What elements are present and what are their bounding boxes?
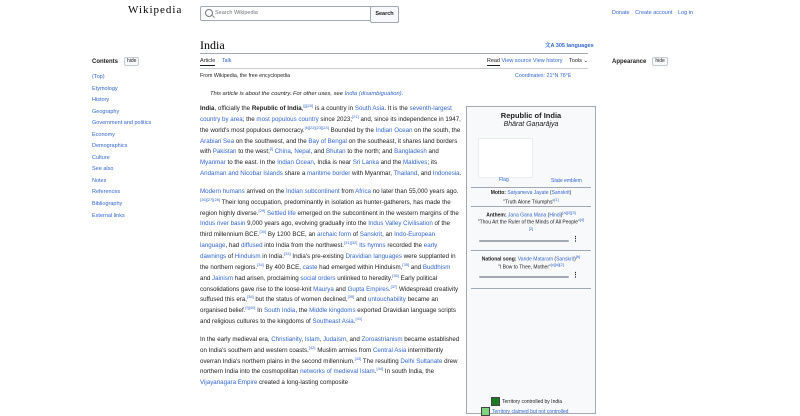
- motto-link[interactable]: Satyameva Jayate: [507, 190, 549, 196]
- table-of-contents: [92, 57, 182, 224]
- appearance-title: Appearance: [612, 58, 647, 65]
- anthem-refs[interactable]: [a][2][3]: [562, 210, 576, 215]
- login-link[interactable]: Log in: [678, 10, 693, 16]
- hatnote-text: This article is about the country. For other uses, see: [210, 91, 345, 97]
- audio-menu-icon[interactable]: ⋮: [572, 272, 579, 279]
- toc-item-government[interactable]: Government and politics: [92, 120, 152, 127]
- national-song-audio-player[interactable]: [477, 272, 583, 280]
- donate-link[interactable]: Donate: [611, 10, 630, 16]
- search-box[interactable]: [200, 6, 372, 21]
- title-divider: [200, 53, 588, 54]
- languages-label: 305 languages: [555, 43, 594, 49]
- anthem-link[interactable]: Jana Gana Mana: [507, 212, 547, 219]
- infobox-divider: [471, 187, 591, 188]
- page-title: India: [200, 38, 225, 52]
- infobox-title: Republic of India: [500, 111, 562, 120]
- anthem-audio-player[interactable]: [477, 236, 583, 244]
- infobox-subtitle: Bhārat Gaṇarājya: [503, 121, 559, 128]
- tab-view-source[interactable]: View source: [501, 58, 532, 64]
- toc-item-see-also[interactable]: See also: [92, 166, 114, 173]
- toc-item-demographics[interactable]: Demographics: [92, 143, 128, 150]
- tab-talk[interactable]: Talk: [221, 58, 232, 64]
- toc-item-top[interactable]: (Top): [92, 74, 105, 80]
- create-account-link[interactable]: Create account: [635, 10, 673, 16]
- site-subtitle: From Wikipedia, the free encyclopedia: [200, 73, 291, 79]
- national-song-link[interactable]: Vande Mataram: [517, 256, 554, 263]
- hatnote-end: .: [401, 91, 404, 97]
- paragraph-2: Modern humans arrived on the Indian subcontinent from Africa no later than 55,000 years ago.[26][27][28] Their long occupation, predominantly in isolation as hunter-gatherers, has made the region highly diverse.[29] Settled life emerged on the subcontinent in the western margins of the Indus river basin 9,000 years ago, evolving gradually into the Indus Valley Civilisation of the third millennium BCE.[30] By 1200 BCE, an archaic form of Sanskrit, an Indo-European language, had diffused into India from the northwest.[31][32] Its hymns recorded the early dawnings of Hinduism in India.[33] India's pre-existing Dravidian languages were supplanted in the northern regions.[34] By 400 BCE, caste had emerged within Hinduism,[35] and Buddhism and Jainism had arisen, proclaiming social orders unlinked to heredity.[36] Early political consolidations gave rise to the loose-knit Maurya and Gupta Empires.[37] Widespread creativity suffused this era,[38] but the status of women declined,[39] and untouchability became an organised belief.[f][40] In South India, the Middle kingdoms exported Dravidian language scripts and religious cultures to the kingdoms of Southeast Asia.[41]: [200, 187, 459, 326]
- infobox-divider: [471, 288, 591, 289]
- tab-article[interactable]: Article: [200, 58, 216, 64]
- tab-read[interactable]: Read: [486, 58, 500, 64]
- flag-link[interactable]: Flag: [499, 177, 509, 183]
- toc-title: Contents: [92, 58, 118, 65]
- national-song-language-link[interactable]: Sanskrit: [556, 256, 575, 263]
- flag-image[interactable]: [478, 138, 533, 178]
- article-body: [200, 104, 462, 396]
- tools-dropdown[interactable]: Tools ⌄: [569, 58, 588, 64]
- motto-label: Motto:: [490, 190, 506, 196]
- paragraph-3: In the early medieval era, Christianity, Islam, Judaism, and Zoroastrianism became established on India's southern and western coasts.[42] Muslim armies from Central Asia intermittently overran India's northern plains in the second millennium.[43] The resulting Delhi Sultanate drew northern India into the cosmopolitan networks of medieval Islam.[44] In south India, the Vijayanagara Empire created a long-lasting composite: [200, 335, 460, 387]
- namespace-tabs: [200, 58, 232, 64]
- search-icon: [205, 9, 213, 17]
- toc-item-history[interactable]: History: [92, 97, 110, 104]
- audio-progress-bar[interactable]: [479, 276, 569, 278]
- view-tabs: [482, 58, 588, 64]
- appearance-panel: [612, 57, 668, 66]
- map-legend-controlled: [491, 397, 562, 406]
- toc-item-references[interactable]: References: [92, 189, 121, 196]
- national-song-refs[interactable]: [b]: [575, 254, 581, 259]
- audio-progress-bar[interactable]: [479, 240, 569, 242]
- disambiguation-link[interactable]: India (disambiguation): [344, 91, 402, 97]
- toc-hide-button[interactable]: hide: [124, 57, 139, 66]
- anthem-label: Anthem:: [486, 212, 507, 219]
- coordinates-link[interactable]: Coordinates: 21°N 78°E: [515, 73, 572, 79]
- anthem-language-link[interactable]: Hindi: [549, 212, 561, 219]
- search-button[interactable]: Search: [370, 6, 399, 23]
- wikipedia-logo[interactable]: [128, 4, 182, 16]
- tab-view-history[interactable]: View history: [532, 58, 563, 64]
- anthem-row: Anthem: Jana Gana Mana (Hindi)[a][2][3]: [486, 210, 576, 219]
- languages-button[interactable]: [545, 41, 594, 49]
- anthem-translation: [467, 217, 595, 234]
- national-song-translation-refs[interactable]: [c][d][2]: [550, 262, 564, 267]
- logo-text: Wikipedia: [128, 4, 183, 16]
- infobox-divider: [471, 250, 591, 251]
- toc-item-economy[interactable]: Economy: [92, 131, 115, 138]
- toc-item-geography[interactable]: Geography: [92, 108, 120, 115]
- national-song-translation-text: "I Bow to Thee, Mother": [498, 264, 551, 271]
- motto-translation-text: "Truth Alone Triumphs": [503, 199, 555, 206]
- motto-translation: [467, 197, 595, 206]
- legend-label: Territory controlled by India: [502, 398, 563, 405]
- motto-ref[interactable]: [1]: [554, 197, 559, 202]
- hatnote: [210, 91, 403, 97]
- motto-row: Motto: Satyameva Jayate (Sanskrit): [490, 190, 572, 196]
- toc-item-notes[interactable]: Notes: [92, 177, 107, 184]
- anthem-translation-refs[interactable]: [4][2]: [528, 217, 585, 231]
- infobox-divider: [471, 206, 591, 207]
- tabs-divider: [200, 68, 588, 69]
- toc-item-external-links[interactable]: External links: [92, 212, 125, 219]
- infobox: [466, 106, 596, 414]
- paragraph-1: India, officially the Republic of India,[j][20] is a country in South Asia. It is the seventh-largest country by area; the most populous country since 2023;[21] and, since its independence in 1947, the world's most populous democracy.[k][22][23][24] Bounded by the Indian Ocean on the south, the Arabian Sea on the southwest, and the Bay of Bengal on the southeast, it shares land borders with Pakistan to the west;[l] China, Nepal, and Bhutan to the north; and Bangladesh and Myanmar to the east. In the Indian Ocean, India is near Sri Lanka and the Maldives; its Andaman and Nicobar Islands share a maritime border with Myanmar, Thailand, and Indonesia.: [200, 102, 462, 178]
- toc-item-culture[interactable]: Culture: [92, 154, 110, 161]
- anthem-translation-text: "Thou Art the Ruler of the Minds of All People": [477, 219, 580, 226]
- national-song-label: National song:: [481, 256, 517, 263]
- toc-list: [92, 74, 182, 224]
- legend-swatch-dark-green: [491, 397, 500, 406]
- language-icon: 文A: [545, 43, 556, 49]
- search-input[interactable]: [215, 7, 365, 19]
- audio-menu-icon[interactable]: ⋮: [572, 236, 579, 243]
- appearance-hide-button[interactable]: hide: [652, 57, 667, 66]
- toc-item-etymology[interactable]: Etymology: [92, 85, 118, 92]
- toc-item-bibliography[interactable]: Bibliography: [92, 201, 123, 208]
- motto-language-link[interactable]: Sanskrit: [551, 190, 570, 196]
- national-song-translation: [467, 262, 595, 271]
- emblem-link[interactable]: State emblem: [551, 178, 582, 184]
- user-links: [608, 10, 693, 16]
- legend-label[interactable]: Territory claimed but not controlled: [492, 408, 569, 415]
- toc-header: [92, 57, 182, 66]
- national-song-row: National song: Vande Mataram (Sanskrit)[b]: [481, 254, 581, 263]
